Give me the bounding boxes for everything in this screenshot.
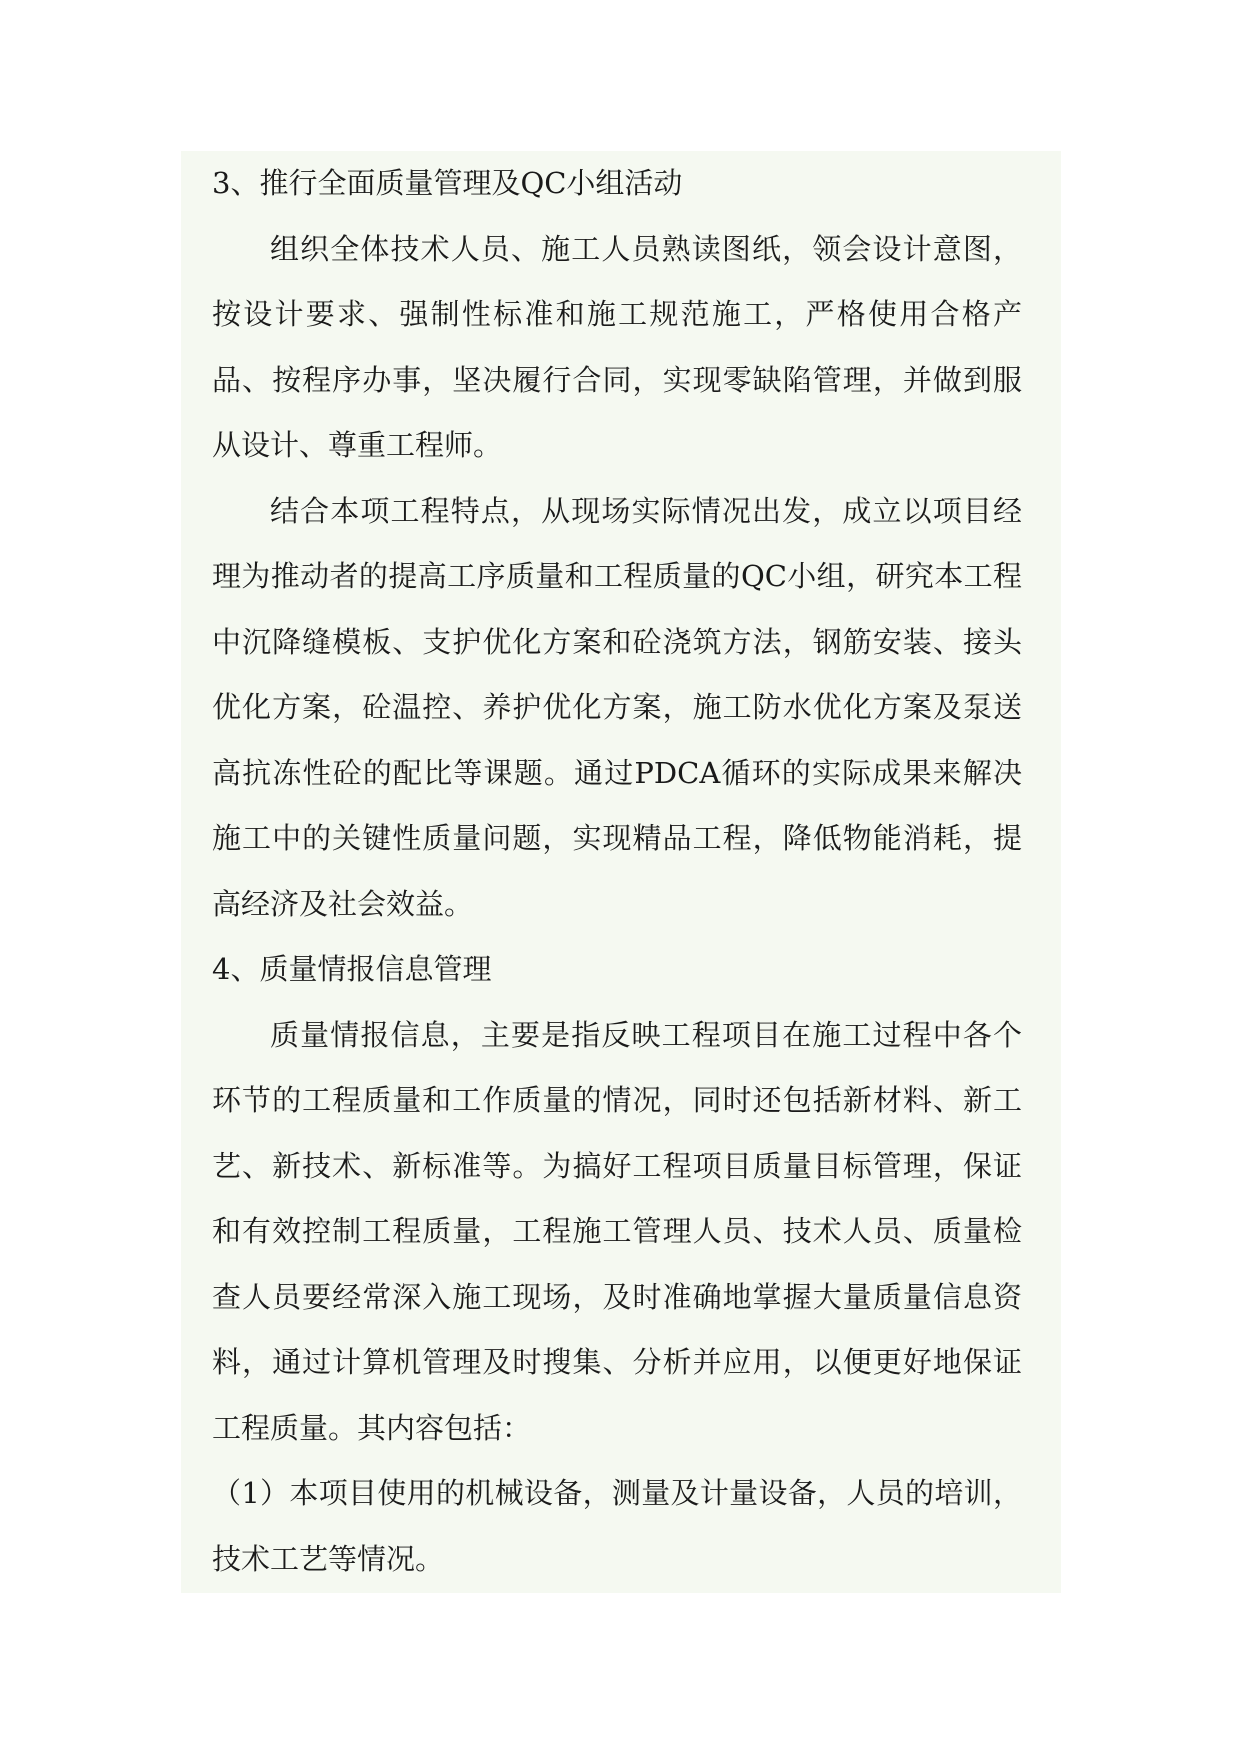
paragraph-quality-info: 质量情报信息，主要是指反映工程项目在施工过程中各个环节的工程质量和工作质量的情况，同时还包括新材料、新工艺、新技术、新标准等。为搞好工程项目质量目标管理，保证和有效控制工程质量，工程施工管理人员、技术人员、质量检查人员要经常深入施工现场，及时准确地掌握大量质量信息资料，通过计算机管理及时搜集、分析并应用，以便更好地保证工程质量。其内容包括：: [212, 1017, 1022, 1445]
section-heading-4: 4、质量情报信息管理: [212, 952, 492, 986]
paragraph-design-intent: 组织全体技术人员、施工人员熟读图纸，领会设计意图，按设计要求、强制性标准和施工规范施工，严格使用合格产品、按程序办事，坚决履行合同，实现零缺陷管理，并做到服从设计、尊重工程师。: [212, 231, 1022, 462]
document-content-block: [181, 151, 1061, 1593]
document-body: [212, 151, 1022, 1592]
list-item-1: （1）本项目使用的机械设备，测量及计量设备，人员的培训，技术工艺等情况。: [212, 1476, 1022, 1576]
section-heading-3: 3、推行全面质量管理及QC小组活动: [212, 166, 683, 200]
paragraph-qc-group: 结合本项工程特点，从现场实际情况出发，成立以项目经理为推动者的提高工序质量和工程质量的QC小组，研究本工程中沉降缝模板、支护优化方案和砼浇筑方法，钢筋安装、接头优化方案，砼温控、养护优化方案，施工防水优化方案及泵送高抗冻性砼的配比等课题。通过PDCA循环的实际成果来解决施工中的关键性质量问题，实现精品工程，降低物能消耗，提高经济及社会效益。: [212, 493, 1022, 921]
